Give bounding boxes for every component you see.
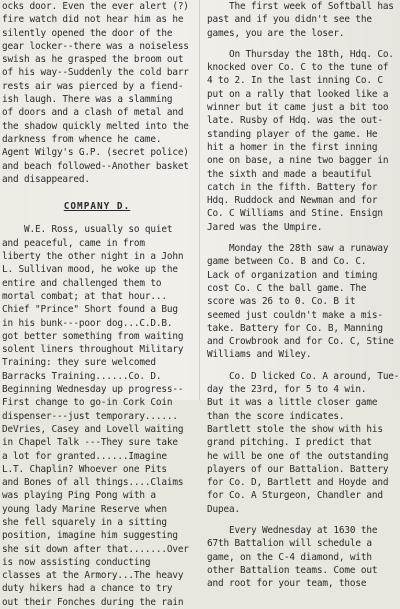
text-line: Barracks Training......Co. D. (2, 370, 162, 382)
text-line: for Co. D, Bartlett and Hoyde and (207, 477, 389, 489)
text-line: is now assisting conducting (2, 556, 151, 568)
right-para-3 (207, 242, 399, 362)
text-line: entire and challenged them to (2, 277, 162, 289)
text-line: a lot for granted......Imagine (2, 450, 167, 462)
text-line: mortal combat; at that hour... (2, 290, 167, 302)
text-line: silently opened the door of the (2, 27, 173, 39)
text-line: Monday the 28th saw a runaway (207, 243, 389, 255)
text-line: Hdq. Ruddock and Newman and for (207, 195, 378, 207)
text-line: standing player of the game. He (207, 128, 378, 140)
text-line: games, you are the loser. (207, 27, 345, 39)
text-line: Chief "Prince" Short found a Bug (2, 304, 178, 316)
text-line: On Thursday the 18th, Hdq. Co. (207, 48, 394, 60)
text-line: got better something from waiting (2, 330, 184, 342)
text-line: she fell squarely in a sitting (2, 516, 167, 528)
right-para-2 (207, 48, 399, 234)
text-line: game, on the C-4 diamond, with (207, 551, 372, 563)
right-column (207, 0, 399, 590)
text-line: The first week of Softball has (207, 1, 394, 12)
left-para-1 (2, 0, 192, 186)
text-line: the sixth and made a beautiful (207, 168, 372, 180)
text-line: Lack of organization and timing (207, 269, 378, 281)
text-line: take. Battery for Co. B, Manning (207, 322, 383, 334)
text-line: score was 26 to 0. Co. B it (207, 296, 356, 308)
text-line: fire watch did not hear him as he (2, 14, 184, 26)
text-line: Beginning Wednesday up progress-- (2, 384, 184, 396)
text-line: First change to go-in Cork Coin (2, 397, 173, 409)
text-line: classes at the Armory...The heavy (2, 570, 184, 582)
right-para-5 (207, 524, 399, 590)
text-line: duty hikers had a chance to try (2, 583, 173, 595)
text-line: ocks door. Even the ever alert (?) (2, 1, 189, 12)
text-line: rests air was pierced by a fiend- (2, 80, 184, 92)
text-line: dispenser---just temporary...... (2, 410, 178, 422)
text-line: L.T. Chaplin? Whoever one Pits (2, 463, 167, 475)
text-line: Bartlett stole the show with his (207, 423, 383, 435)
right-para-1 (207, 0, 399, 40)
left-para-2 (2, 223, 192, 609)
text-line: out their Fonches during the rain (2, 596, 184, 608)
text-line: Jared was the Umpire. (207, 221, 323, 233)
text-line: Agent Wilgy's G.P. (secret police) (2, 147, 189, 159)
text-line: in his bunk---poor dog...C.D.B. (2, 317, 173, 329)
text-line: put on a rally that looked like a (207, 88, 389, 100)
text-line: of his way--Suddenly the cold barr (2, 67, 189, 79)
text-line: she sit down after that.......Over (2, 543, 189, 555)
text-line: knocked over Co. C to the tune of (207, 62, 389, 74)
text-line: and disappeared. (2, 173, 90, 185)
text-line: Co. C Williams and Stine. Ensign (207, 208, 383, 220)
text-line: Co. D licked Co. A around, Tue- (207, 370, 399, 382)
text-line: gear locker--there was a noiseless (2, 40, 189, 52)
right-para-4 (207, 370, 399, 516)
column-divider (199, 0, 200, 400)
text-line: position, imagine him suggesting (2, 530, 178, 542)
text-line: catch in the fifth. Battery for (207, 181, 378, 193)
text-line: young lady Marine Reserve when (2, 503, 167, 515)
text-line: cost Co. C the ball game. The (207, 282, 367, 294)
text-line: late. Rusby of Hdq. was the out- (207, 115, 383, 127)
text-line: and peaceful, came in from (2, 237, 145, 249)
text-line: other Battalion teams. Come out (207, 564, 378, 576)
text-line: for Co. A Sturgeon, Chandler and (207, 490, 383, 502)
text-line: winner but it came just a bit too (207, 102, 389, 114)
text-line: players of our Battalion. Battery (207, 463, 389, 475)
text-line: and root for your team, those (207, 578, 367, 590)
text-line: one on base, a nine two bagger in (207, 155, 389, 167)
text-line: solent liners throughout Military (2, 344, 184, 356)
text-line: day the 23rd, for 5 to 4 win. (207, 384, 367, 396)
text-line: swish as he grasped the broom out (2, 54, 184, 66)
text-line: and beach followed--Another basket (2, 160, 189, 172)
text-line: past and if you didn't see the (207, 14, 372, 26)
text-line: in Chapel Talk ---They sure take (2, 437, 178, 449)
text-line: and Crowbrook and for Co. C, Stine (207, 336, 394, 348)
text-line: 67th Battalion will schedule a (207, 538, 372, 550)
text-line: he will be one of the outstanding (207, 450, 389, 462)
text-line: grand pitching. I predict that (207, 437, 372, 449)
text-line: seemed just couldn't make a mis- (207, 309, 383, 321)
text-line: Every Wednesday at 1630 the (207, 524, 378, 536)
text-line: hit a homer in the first inning (207, 141, 378, 153)
text-line: But it was a little closer game (207, 397, 378, 409)
text-line: Training: they sure welcomed (2, 357, 156, 369)
text-line: Williams and Wiley. (207, 349, 312, 361)
left-column (2, 0, 192, 608)
text-line: game between Co. B and Co. C. (207, 256, 367, 268)
text-line: W.E. Ross, usually so quiet (2, 224, 173, 236)
text-line: 4 to 2. In the last inning Co. C (207, 75, 383, 87)
text-line: L. Sullivan mood, he woke up the (2, 264, 178, 276)
text-line: than the score indicates. (207, 410, 345, 422)
company-d-heading: COMPANY D. (63, 201, 131, 213)
text-line: Dupea. (207, 503, 240, 515)
text-line: DeVries, Casey and Lovell waiting (2, 423, 184, 435)
text-line: liberty the other night in a John (2, 251, 184, 263)
text-line: ish laugh. There was a slamming (2, 94, 173, 106)
text-line: of doors and a clash of metal and (2, 107, 184, 119)
text-line: the shadow quickly melted into the (2, 120, 189, 132)
text-line: darkness from whence he came. (2, 133, 162, 145)
text-line: and Bones of all things....Claims (2, 477, 184, 489)
text-line: was playing Ping Pong with a (2, 490, 156, 502)
